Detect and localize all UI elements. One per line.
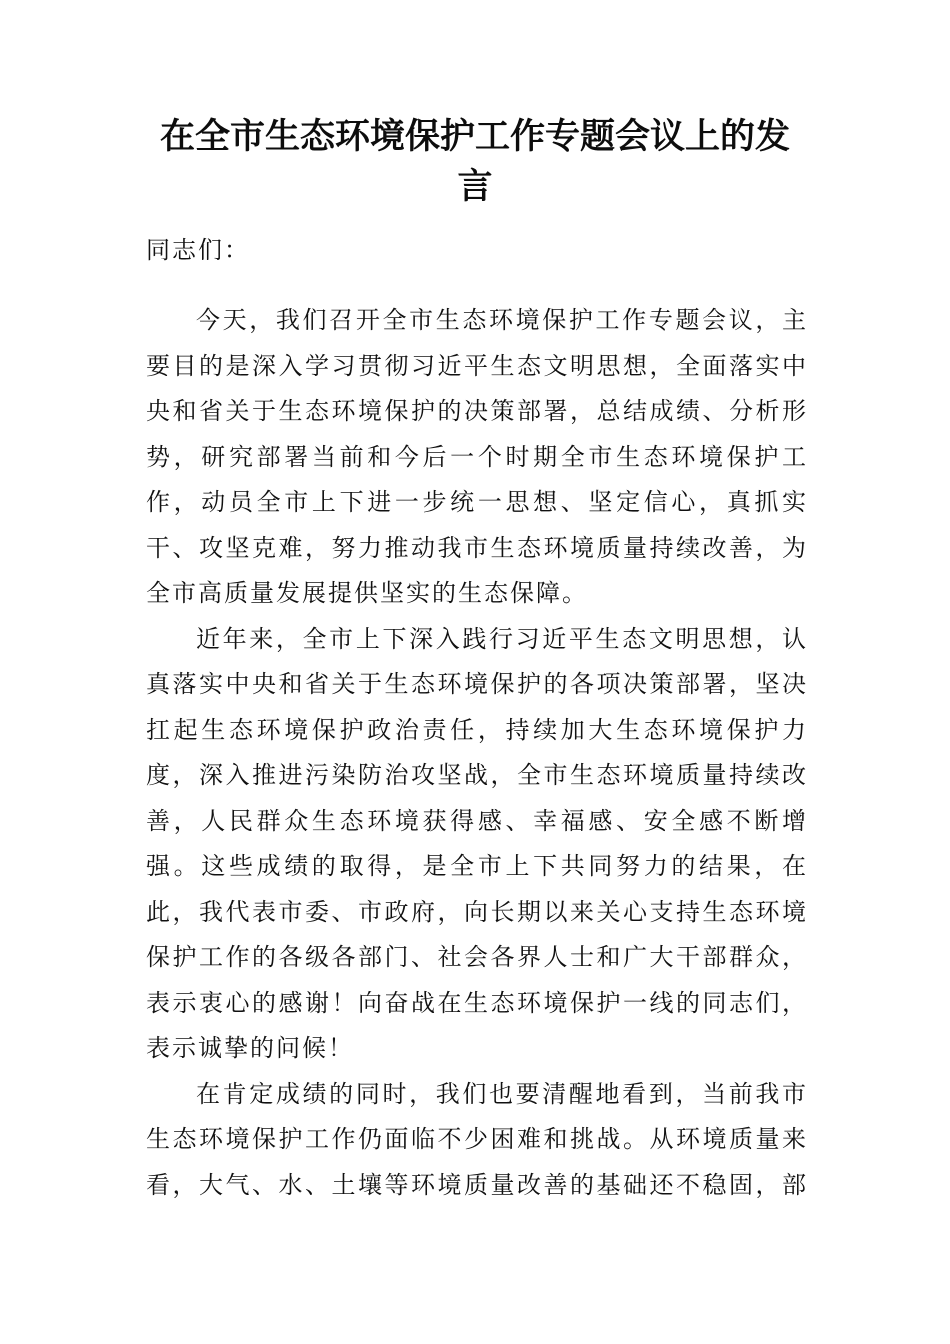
text-line: 此，我代表市委、市政府，向长期以来关心支持生态环境 — [146, 897, 806, 926]
paragraph-2 — [146, 617, 806, 1072]
text-line: 生态环境保护工作仍面临不少困难和挑战。从环境质量来 — [146, 1125, 806, 1153]
text-line: 要目的是深入学习贯彻习近平生态文明思想，全面落实中 — [146, 351, 806, 380]
salutation: 同志们： — [146, 236, 250, 264]
document-title — [150, 112, 800, 212]
text-line: 作，动员全市上下进一步统一思想、坚定信心，真抓实 — [146, 488, 806, 516]
text-line: 表示诚挚的问候！ — [146, 1034, 354, 1062]
paragraph-1 — [146, 298, 806, 617]
text-line: 央和省关于生态环境保护的决策部署，总结成绩、分析形 — [146, 397, 806, 425]
text-line: 表示衷心的感谢！向奋战在生态环境保护一线的同志们， — [146, 988, 806, 1017]
text-line: 度，深入推进污染防治攻坚战，全市生态环境质量持续改 — [146, 761, 806, 789]
text-line: 近年来，全市上下深入践行习近平生态文明思想，认 — [196, 624, 806, 653]
title-line: 言 — [457, 166, 493, 207]
paragraph-3 — [146, 1072, 806, 1209]
text-line: 干、攻坚克难，努力推动我市生态环境质量持续改善，为 — [146, 533, 806, 562]
text-line: 势，研究部署当前和今后一个时期全市生态环境保护工 — [146, 442, 806, 471]
text-line: 扛起生态环境保护政治责任，持续加大生态环境保护力 — [146, 715, 806, 744]
text-line: 真落实中央和省关于生态环境保护的各项决策部署，坚决 — [146, 670, 806, 698]
text-line: 看，大气、水、土壤等环境质量改善的基础还不稳固，部 — [146, 1170, 806, 1199]
text-line: 善，人民群众生态环境获得感、幸福感、安全感不断增 — [146, 806, 806, 835]
document-body — [146, 298, 806, 1208]
text-line: 强。这些成绩的取得，是全市上下共同努力的结果，在 — [146, 852, 806, 880]
text-line: 保护工作的各级各部门、社会各界人士和广大干部群众， — [146, 943, 806, 971]
text-line: 在肯定成绩的同时，我们也要清醒地看到，当前我市 — [196, 1079, 806, 1108]
text-line: 全市高质量发展提供坚实的生态保障。 — [146, 579, 588, 607]
text-line: 今天，我们召开全市生态环境保护工作专题会议，主 — [196, 306, 806, 334]
title-line: 在全市生态环境保护工作专题会议上的发 — [159, 116, 790, 157]
